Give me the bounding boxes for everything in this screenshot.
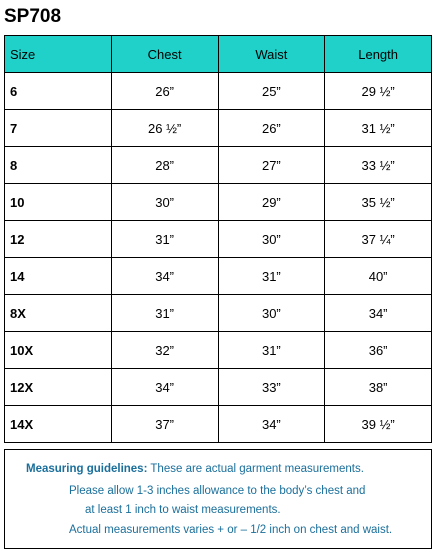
length-cell: 29 ½” [325,73,432,110]
length-cell: 37 ¼” [325,221,432,258]
header-waist: Waist [218,36,325,73]
chest-cell: 37” [111,406,218,443]
table-row [5,332,432,369]
size-cell: 8X [5,295,112,332]
page-title: SP708 [4,6,62,27]
guidelines-line-2: Please allow 1-3 inches allowance to the body’s chest and [69,485,366,497]
waist-cell: 30” [218,295,325,332]
chest-cell: 31” [111,221,218,258]
length-cell: 36” [325,332,432,369]
chest-cell: 34” [111,258,218,295]
length-cell: 34” [325,295,432,332]
length-cell: 38” [325,369,432,406]
guidelines-line-1 [26,463,364,475]
length-cell: 31 ½” [325,110,432,147]
chest-cell: 34” [111,369,218,406]
guidelines-text-1: These are actual garment measurements. [147,463,364,475]
size-cell: 14X [5,406,112,443]
header-size: Size [5,36,112,73]
table-row [5,184,432,221]
table-header-row [5,36,432,73]
waist-cell: 30” [218,221,325,258]
size-cell: 7 [5,110,112,147]
table-row [5,147,432,184]
waist-cell: 31” [218,258,325,295]
table-row [5,221,432,258]
table-row [5,295,432,332]
chest-cell: 32” [111,332,218,369]
guidelines-label: Measuring guidelines: [26,463,148,475]
chest-cell: 28” [111,147,218,184]
size-cell: 14 [5,258,112,295]
table-row [5,406,432,443]
chest-cell: 26” [111,73,218,110]
table-row [5,73,432,110]
size-cell: 12X [5,369,112,406]
length-cell: 33 ½” [325,147,432,184]
table-row [5,110,432,147]
table-body [5,73,432,443]
table-row [5,258,432,295]
header-chest: Chest [111,36,218,73]
guidelines-line-4: Actual measurements varies + or – 1/2 inch on chest and waist. [69,524,393,536]
table-row [5,369,432,406]
waist-cell: 31” [218,332,325,369]
guidelines-line-3: at least 1 inch to waist measurements. [85,504,281,516]
waist-cell: 33” [218,369,325,406]
size-chart-table [4,35,432,443]
waist-cell: 29” [218,184,325,221]
waist-cell: 26” [218,110,325,147]
size-cell: 8 [5,147,112,184]
waist-cell: 25” [218,73,325,110]
waist-cell: 34” [218,406,325,443]
measuring-guidelines [4,449,432,549]
length-cell: 40” [325,258,432,295]
waist-cell: 27” [218,147,325,184]
header-length: Length [325,36,432,73]
chest-cell: 31” [111,295,218,332]
length-cell: 35 ½” [325,184,432,221]
size-cell: 10X [5,332,112,369]
chest-cell: 30” [111,184,218,221]
size-cell: 12 [5,221,112,258]
size-cell: 10 [5,184,112,221]
chest-cell: 26 ½” [111,110,218,147]
size-cell: 6 [5,73,112,110]
length-cell: 39 ½” [325,406,432,443]
